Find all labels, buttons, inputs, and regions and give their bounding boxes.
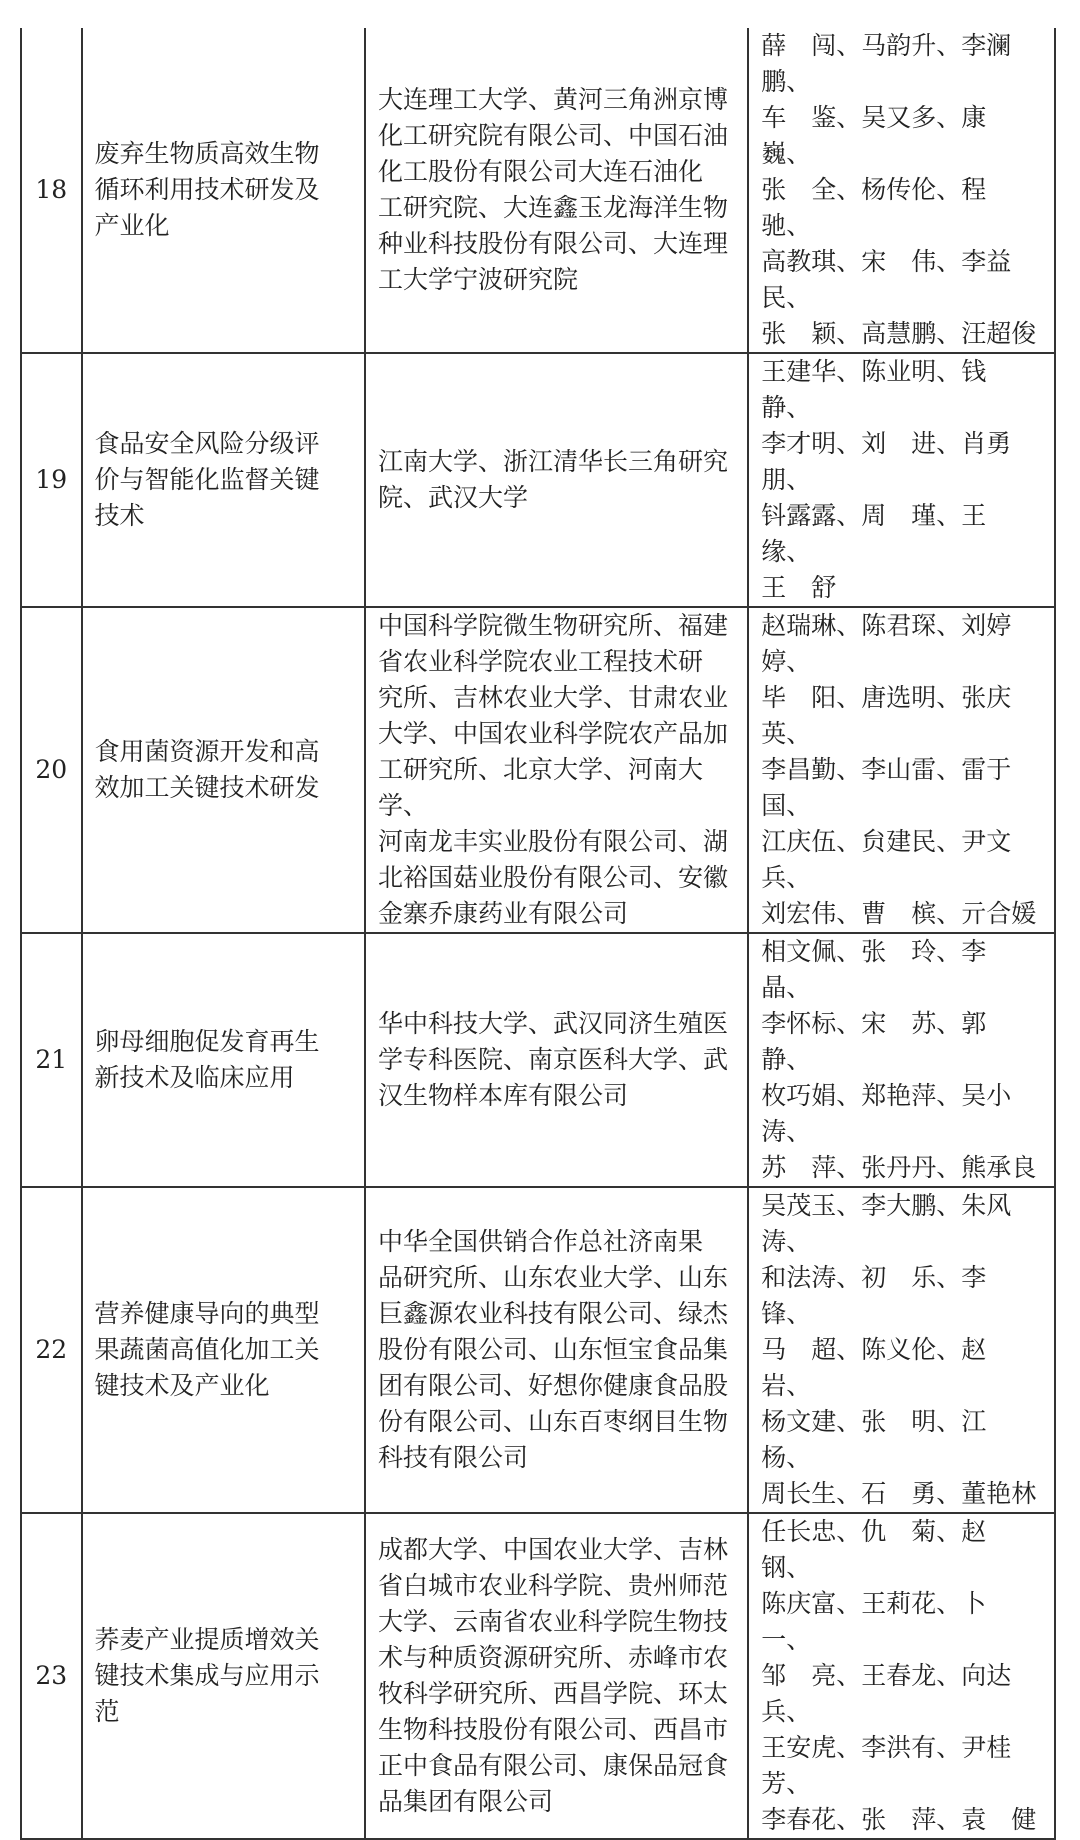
project-name: 营养健康导向的典型 果蔬菌高值化加工关 键技术及产业化 xyxy=(82,1187,365,1513)
organizations: 中国科学院微生物研究所、福建 省农业科学院农业工程技术研 究所、吉林农业大学、甘肃农业 大学、中国农业科学院农产品加 工研究所、北京大学、河南大学、 河南龙丰实业股份有限公司、湖 北裕国菇业股份有限公司、安徽 金寨乔康药业有限公司 xyxy=(365,607,748,933)
organizations: 江南大学、浙江清华长三角研究 院、武汉大学 xyxy=(365,353,748,607)
people: 薛 闯、马韵升、李澜鹏、 车 鉴、吴又多、康 巍、 张 全、杨传伦、程 驰、 高教琪、宋 伟、李益民、 张 颖、高慧鹏、汪超俊 xyxy=(748,28,1055,353)
project-name: 卵母细胞促发育再生 新技术及临床应用 xyxy=(82,933,365,1187)
project-name: 食品安全风险分级评 价与智能化监督关键 技术 xyxy=(82,353,365,607)
row-number: 20 xyxy=(21,607,82,933)
organizations: 中华全国供销合作总社济南果 品研究所、山东农业大学、山东 巨鑫源农业科技有限公司、绿杰 股份有限公司、山东恒宝食品集 团有限公司、好想你健康食品股 份有限公司、山东百枣纲目生物 科技有限公司 xyxy=(365,1187,748,1513)
organizations: 华中科技大学、武汉同济生殖医 学专科医院、南京医科大学、武 汉生物样本库有限公司 xyxy=(365,933,748,1187)
project-name: 废弃生物质高效生物 循环利用技术研发及 产业化 xyxy=(82,28,365,353)
table-row xyxy=(21,1187,1055,1513)
row-number: 21 xyxy=(21,933,82,1187)
people: 任长忠、仇 菊、赵 钢、 陈庆富、王莉花、卜 一、 邹 亮、王春龙、向达兵、 王安虎、李洪有、尹桂芳、 李春花、张 萍、袁 健 xyxy=(748,1513,1055,1839)
table-row xyxy=(21,1513,1055,1839)
table-row xyxy=(21,353,1055,607)
people: 吴茂玉、李大鹏、朱风涛、 和法涛、初 乐、李 锋、 马 超、陈义伦、赵 岩、 杨文建、张 明、江 杨、 周长生、石 勇、董艳林 xyxy=(748,1187,1055,1513)
table-row xyxy=(21,933,1055,1187)
row-number: 19 xyxy=(21,353,82,607)
project-name: 荞麦产业提质增效关 键技术集成与应用示 范 xyxy=(82,1513,365,1839)
table-row xyxy=(21,28,1055,353)
people: 王建华、陈业明、钱 静、 李才明、刘 进、肖勇朋、 钭露露、周 瑾、王 缘、 王 舒 xyxy=(748,353,1055,607)
row-number: 18 xyxy=(21,28,82,353)
people: 赵瑞琳、陈君琛、刘婷婷、 毕 阳、唐选明、张庆英、 李昌勤、李山雷、雷于国、 江庆伍、贠建民、尹文兵、 刘宏伟、曹 槟、亓合媛 xyxy=(748,607,1055,933)
project-name: 食用菌资源开发和高 效加工关键技术研发 xyxy=(82,607,365,933)
organizations: 大连理工大学、黄河三角洲京博 化工研究院有限公司、中国石油 化工股份有限公司大连石油化 工研究院、大连鑫玉龙海洋生物 种业科技股份有限公司、大连理 工大学宁波研究院 xyxy=(365,28,748,353)
people: 相文佩、张 玲、李 晶、 李怀标、宋 苏、郭 静、 枚巧娟、郑艳萍、吴小涛、 苏 萍、张丹丹、熊承良 xyxy=(748,933,1055,1187)
table-row xyxy=(21,607,1055,933)
award-table xyxy=(20,28,1056,1840)
row-number: 22 xyxy=(21,1187,82,1513)
row-number: 23 xyxy=(21,1513,82,1839)
organizations: 成都大学、中国农业大学、吉林 省白城市农业科学院、贵州师范 大学、云南省农业科学院生物技 术与种质资源研究所、赤峰市农 牧科学研究所、西昌学院、环太 生物科技股份有限公司、西昌市 正中食品有限公司、康保品冠食 品集团有限公司 xyxy=(365,1513,748,1839)
